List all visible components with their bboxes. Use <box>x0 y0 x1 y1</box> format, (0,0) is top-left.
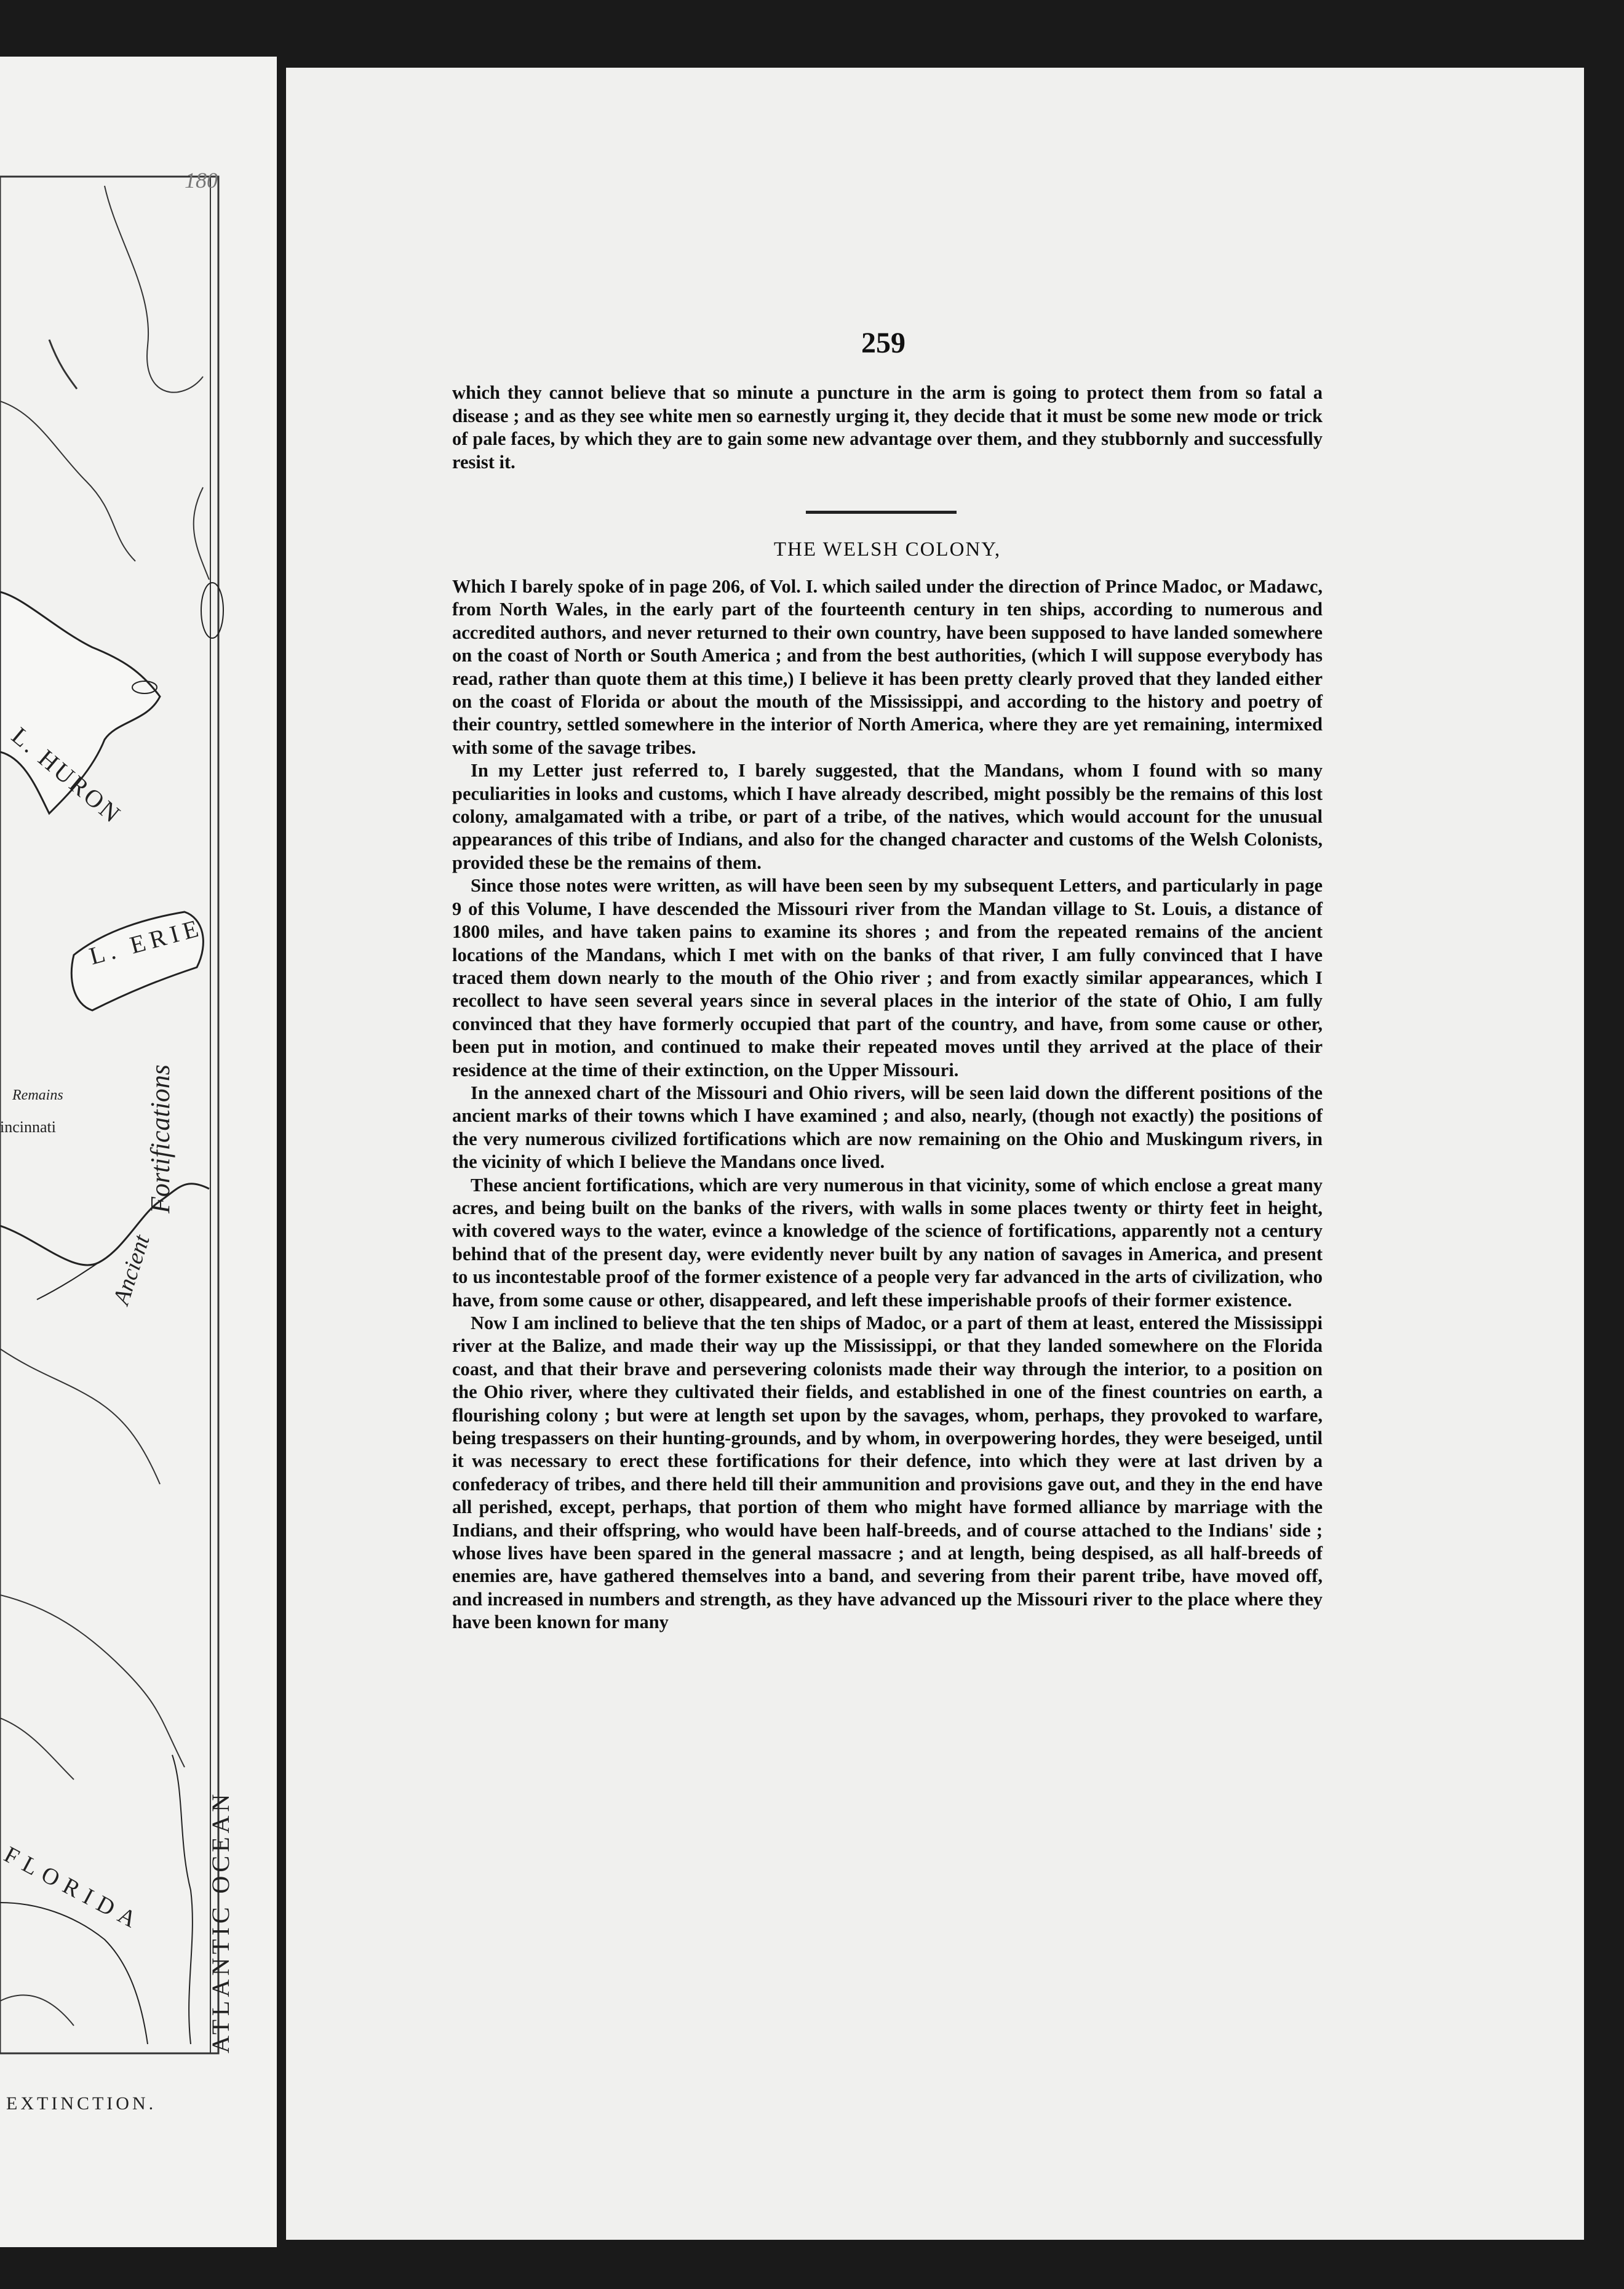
lake-huron-label: L. HURON <box>6 721 127 829</box>
paragraph: Which I barely spoke of in page 206, of Vol. I. which sailed under the direction of Prince Madoc, or Madawc, from North Wales, in the early part of the fourteenth century in ten ships, according to numerous and accredited authors, and never returned to their own country, have been supposed to have landed somewhere on the coast of North or South America ; and from the best authorities, (which I will suppose everybody has read, rather than quote them at this time,) I believe it has been pretty clearly proved that they landed either on the coast of Florida or about the mouth of the Mississippi, and according to the history and poetry of their country, settled somewhere in the interior of North America, where they are yet remaining, intermixed with some of the savage tribes. <box>452 576 1323 758</box>
map-footer-label: EXTINCTION. <box>6 2093 157 2114</box>
intro-paragraph-block <box>452 382 1323 474</box>
paragraph: These ancient fortifications, which are very numerous in that vicinity, some of which enclose a great many acres, and being built on the banks of the rivers, with walls in some places twenty or thirty feet in height, with covered ways to the water, evince a knowledge of the science of fortifications, apparently not a century behind that of the present day, were evidently never built by any nation of savages in America, and present to us incontestable proof of the former existence of a people very far advanced in the arts of civilization, who have, from some cause or other, disappeared, and left these imperishable proofs of their former existence. <box>452 1174 1323 1311</box>
section-heading: THE WELSH COLONY, <box>773 538 1001 561</box>
ocean-label: ATLANTIC OCEAN <box>207 1790 234 2053</box>
remains-label: Remains <box>12 1087 63 1103</box>
lake-erie-label: L. ERIE <box>86 913 206 970</box>
body-text <box>452 575 1323 1634</box>
cincinnati-label: incinnati <box>0 1118 56 1136</box>
ancient-label: Ancient <box>108 1231 155 1308</box>
handwritten-page-number: 180 <box>185 168 218 193</box>
intro-paragraph: which they cannot believe that so minute a puncture in the arm is going to protect them from so fatal a disease ; and as they see white men so earnestly urging it, they decide that it must be some new mode or trick of pale faces, by which they are to gain some new advantage over them, and they stubbornly and successfully resist it. <box>452 382 1323 473</box>
florida-label: FLORIDA <box>0 1841 148 1936</box>
fortifications-label: Fortifications <box>145 1065 175 1213</box>
section-divider <box>806 511 957 514</box>
page-number: 259 <box>861 327 906 359</box>
paragraph: In my Letter just referred to, I barely suggested, that the Mandans, whom I found with so many peculiarities in looks and customs, which I have already described, might possibly be the remains of this lost colony, amalgamated with a tribe, or part of a tribe, of the natives, which would account for the unusual appearances of this tribe of Indians, and also for the changed character and customs of the Welsh Colonists, provided these be the remains of them. <box>452 760 1323 873</box>
paragraph: Now I am inclined to believe that the ten ships of Madoc, or a part of them at least, entered the Mississippi river at the Balize, and made their way up the Mississippi, or that they landed somewhere on the Florida coast, and that their brave and persevering colonists made their way through the interior, to a position on the Ohio river, where they cultivated their fields, and established in one of the finest countries on earth, a flourishing colony ; but were at length set upon by the savages, whom, perhaps, they provoked to warfare, being trespassers on their hunting-grounds, and by whom, in overpowering hordes, they were beseiged, until it was necessary to erect these fortifications for their defence, into which they were at last driven by a confederacy of tribes, and there held till their ammunition and provisions gave out, and they in the end have all perished, except, perhaps, that portion of them who might have formed alliance by marriage with the Indians, and their offspring, who would have been half-breeds, and of course attached to the Indians' side ; whose lives have been spared in the general massacre ; and at length, being despised, as all half-breeds of enemies are, have gathered themselves into a band, and severing from their parent tribe, have moved off, and increased in numbers and strength, as they have advanced up the Missouri river to the place where they have been known for many <box>452 1312 1323 1633</box>
paragraph: Since those notes were written, as will have been seen by my subsequent Letters, and particularly in page 9 of this Volume, I have descended the Missouri river from the Mandan village to St. Louis, a distance of 1800 miles, and have taken pains to examine its shores ; and from the repeated remains of the ancient locations of the Mandans, which I met with on the banks of that river, I am fully convinced that I have traced them down nearly to the mouth of the Ohio river ; and from exactly similar appearances, which I recollect to have seen several years since in several places in the interior of the state of Ohio, I am fully convinced that they have formerly occupied that part of the country, and have, from some cause or other, been put in motion, and continued to make their repeated moves until they arrived at the place of their residence at the time of their extinction, on the Upper Missouri. <box>452 875 1323 1081</box>
map-page <box>0 57 277 2247</box>
text-page <box>286 68 1584 2240</box>
paragraph: In the annexed chart of the Missouri and Ohio rivers, will be seen laid down the different positions of the ancient marks of their towns which I have examined ; and also, nearly, (though not exactly) the positions of the very numerous civilized fortifications which are now remaining on the Ohio and Muskingum rivers, in the vicinity of which I believe the Mandans once lived. <box>452 1082 1323 1173</box>
